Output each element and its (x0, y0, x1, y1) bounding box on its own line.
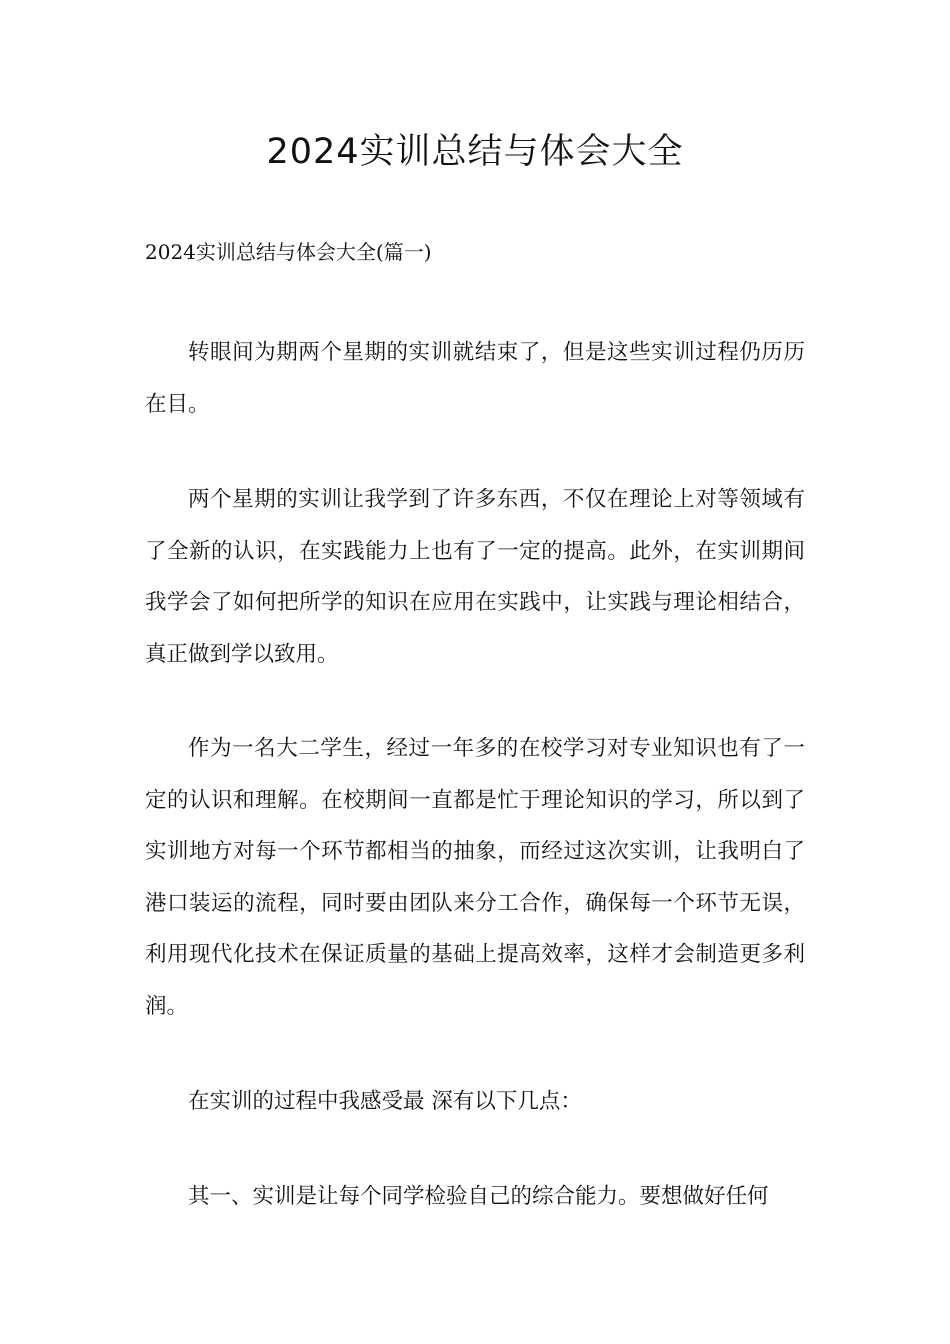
section-heading: 2024实训总结与体会大全(篇一) (145, 240, 432, 264)
paragraph: 转眼间为期两个星期的实训就结束了，但是这些实训过程仍历历在目。 (145, 340, 805, 417)
paragraph: 两个星期的实训让我学到了许多东西，不仅在理论上对等领域有了全新的认识，在实践能力上也有了一定的提高。此外，在实训期间我学会了如何把所学的知识在应用在实践中，让实践与理论相结合，真正做到学以致用。 (145, 487, 805, 667)
paragraph: 其一、实训是让每个同学检验自己的综合能力。要想做好任何 (188, 1184, 769, 1209)
paragraph: 在实训的过程中我感受最 深有以下几点： (188, 1089, 582, 1114)
paragraph: 作为一名大二学生，经过一年多的在校学习对专业知识也有了一定的认识和理解。在校期间一直都是忙于理论知识的学习，所以到了实训地方对每一个环节都相当的抽象，而经过这次实训，让我明白了港口装运的流程，同时要由团队来分工合作，确保每一个环节无误，利用现代化技术在保证质量的基础上提高效率，这样才会制造更多利润。 (145, 736, 805, 1019)
document-title: 2024实训总结与体会大全 (266, 132, 684, 172)
